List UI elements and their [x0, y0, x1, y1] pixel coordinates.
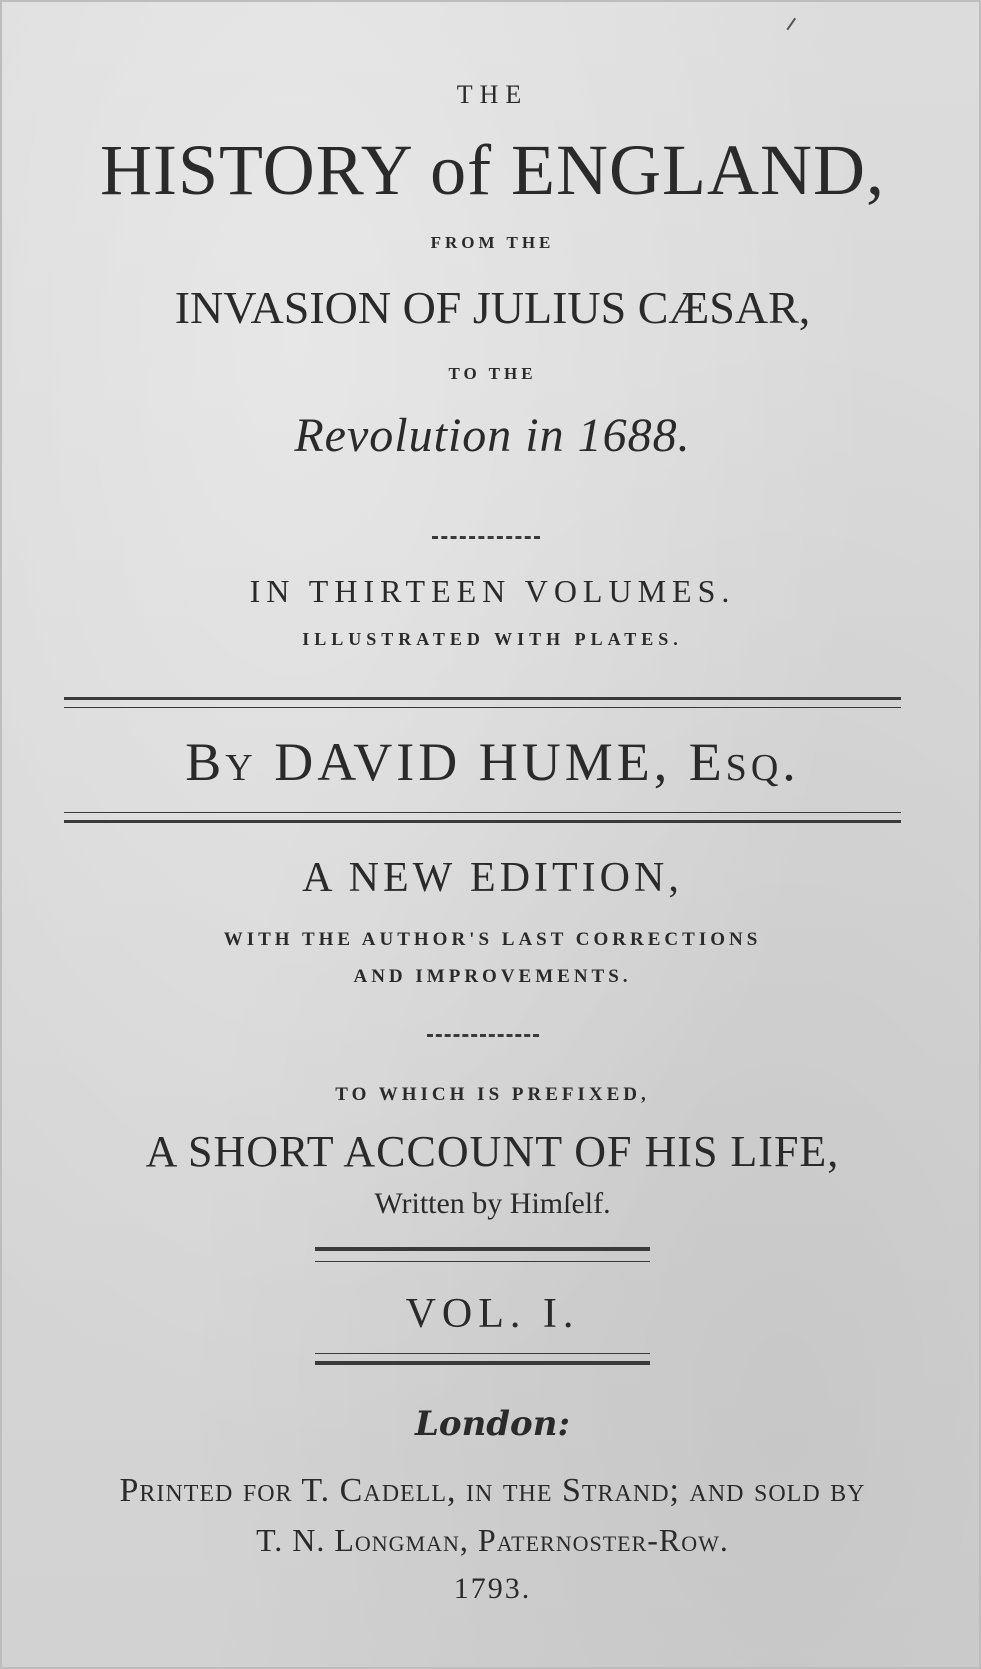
author-line: By DAVID HUME, Esq. — [185, 732, 800, 792]
invasion-heading: INVASION OF JULIUS CÆSAR, — [174, 282, 811, 333]
written-by-line: Written by Himſelf. — [374, 1187, 611, 1220]
volume-number: VOL. I. — [405, 1291, 580, 1337]
edition-line: A NEW EDITION, — [302, 855, 683, 901]
short-account-line: A SHORT ACCOUNT OF HIS LIFE, — [145, 1127, 840, 1176]
dash-separator-2 — [427, 1034, 539, 1037]
rule-above-volume-thin — [315, 1261, 650, 1262]
revolution-heading: Revolution in 1688. — [294, 409, 691, 462]
dash-separator-1 — [432, 536, 540, 539]
rule-below-author-thin — [64, 812, 901, 813]
rule-below-volume-thin — [315, 1353, 650, 1354]
imprint-line-2: T. N. Longman, Paternoſter-Row. — [256, 1522, 729, 1558]
publication-year: 1793. — [453, 1572, 532, 1605]
to-the-label: TO THE — [448, 364, 537, 383]
corrections-line-1: WITH THE AUTHOR'S LAST CORRECTIONS — [223, 929, 762, 950]
prefixed-line: TO WHICH IS PREFIXED, — [335, 1084, 650, 1105]
imprint-line-1: Printed for T. Cadell, in the Strand; and ſold by — [119, 1472, 866, 1509]
rule-above-volume-thick — [315, 1247, 650, 1251]
illustrated-line: ILLUSTRATED WITH PLATES. — [302, 629, 683, 649]
rule-below-volume-thick — [315, 1361, 650, 1365]
volumes-line: IN THIRTEEN VOLUMES. — [249, 573, 736, 609]
corrections-line-2: AND IMPROVEMENTS. — [353, 966, 632, 987]
pencil-mark — [786, 18, 807, 39]
rule-below-author-thick — [64, 820, 901, 823]
from-the-label: FROM THE — [430, 233, 555, 252]
place-of-publication: London: — [414, 1404, 571, 1444]
main-title: HISTORY of ENGLAND, — [100, 130, 885, 210]
rule-above-author-thick — [64, 697, 901, 700]
title-article: THE — [456, 80, 529, 109]
rule-above-author-thin — [64, 707, 901, 708]
